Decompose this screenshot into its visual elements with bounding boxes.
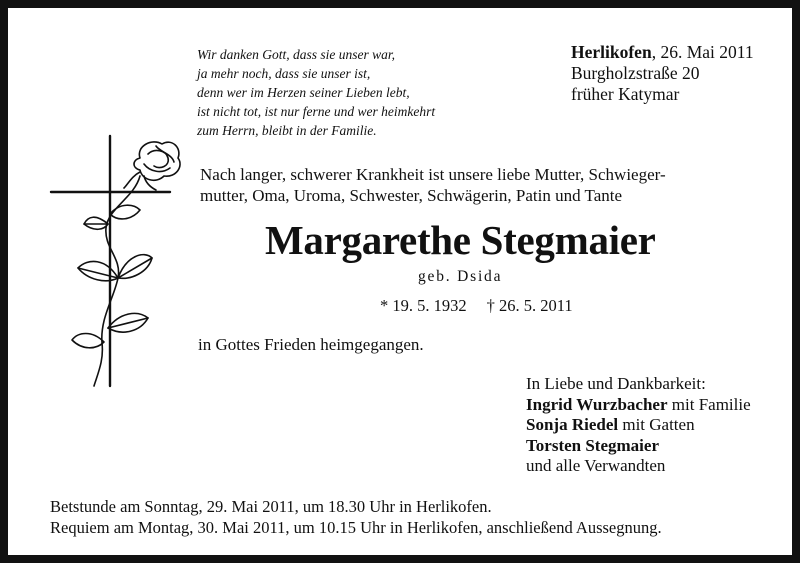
mourners-closing: und alle Verwandten: [526, 456, 666, 475]
poem-line: zum Herrn, bleibt in der Familie.: [197, 123, 377, 138]
poem-line: Wir danken Gott, dass sie unser war,: [197, 47, 396, 62]
announcement-line: Nach langer, schwerer Krankheit ist unsere liebe Mutter, Schwieger-: [200, 165, 666, 184]
place-date-block: [571, 42, 754, 105]
mourner-suffix: mit Gatten: [618, 415, 695, 434]
poem: [197, 45, 435, 140]
town: Herlikofen: [571, 42, 652, 62]
mourner-name: Ingrid Wurzbacher: [526, 394, 668, 414]
former-residence: früher Katymar: [571, 84, 680, 104]
announcement: [200, 164, 666, 206]
mourners-block: [526, 374, 751, 477]
death-date: † 26. 5. 2011: [486, 296, 573, 315]
birth-date: * 19. 5. 1932: [380, 296, 467, 315]
poem-line: ja mehr noch, dass sie unser ist,: [197, 66, 371, 81]
mourner: [526, 436, 751, 457]
cross-rose-icon: [48, 128, 188, 390]
service-line: Requiem am Montag, 30. Mai 2011, um 10.15 Uhr in Herlikofen, anschließend Aussegnung.: [50, 518, 662, 537]
mourner-name: Torsten Stegmaier: [526, 435, 659, 455]
service-info: [50, 496, 662, 538]
mourner: [526, 415, 751, 436]
passed-away-text: in Gottes Frieden heimgegangen.: [198, 335, 424, 354]
life-dates: [380, 296, 573, 316]
poem-line: ist nicht tot, ist nur ferne und wer heimkehrt: [197, 104, 436, 119]
poem-line: denn wer im Herzen seiner Lieben lebt,: [197, 85, 410, 100]
mourner: [526, 395, 751, 416]
mourner-suffix: mit Familie: [667, 394, 751, 414]
deceased-name: Margarethe Stegmaier: [265, 217, 656, 263]
mourners-intro: In Liebe und Dankbarkeit:: [526, 374, 706, 393]
date: , 26. Mai 2011: [651, 42, 754, 62]
mourner-name: Sonja Riedel: [526, 415, 619, 434]
street-address: Burgholzstraße 20: [571, 63, 700, 83]
maiden-name: geb. Dsida: [418, 268, 503, 285]
service-line: Betstunde am Sonntag, 29. Mai 2011, um 18.30 Uhr in Herlikofen.: [50, 497, 492, 516]
announcement-line: mutter, Oma, Uroma, Schwester, Schwägerin, Patin und Tante: [200, 186, 623, 205]
